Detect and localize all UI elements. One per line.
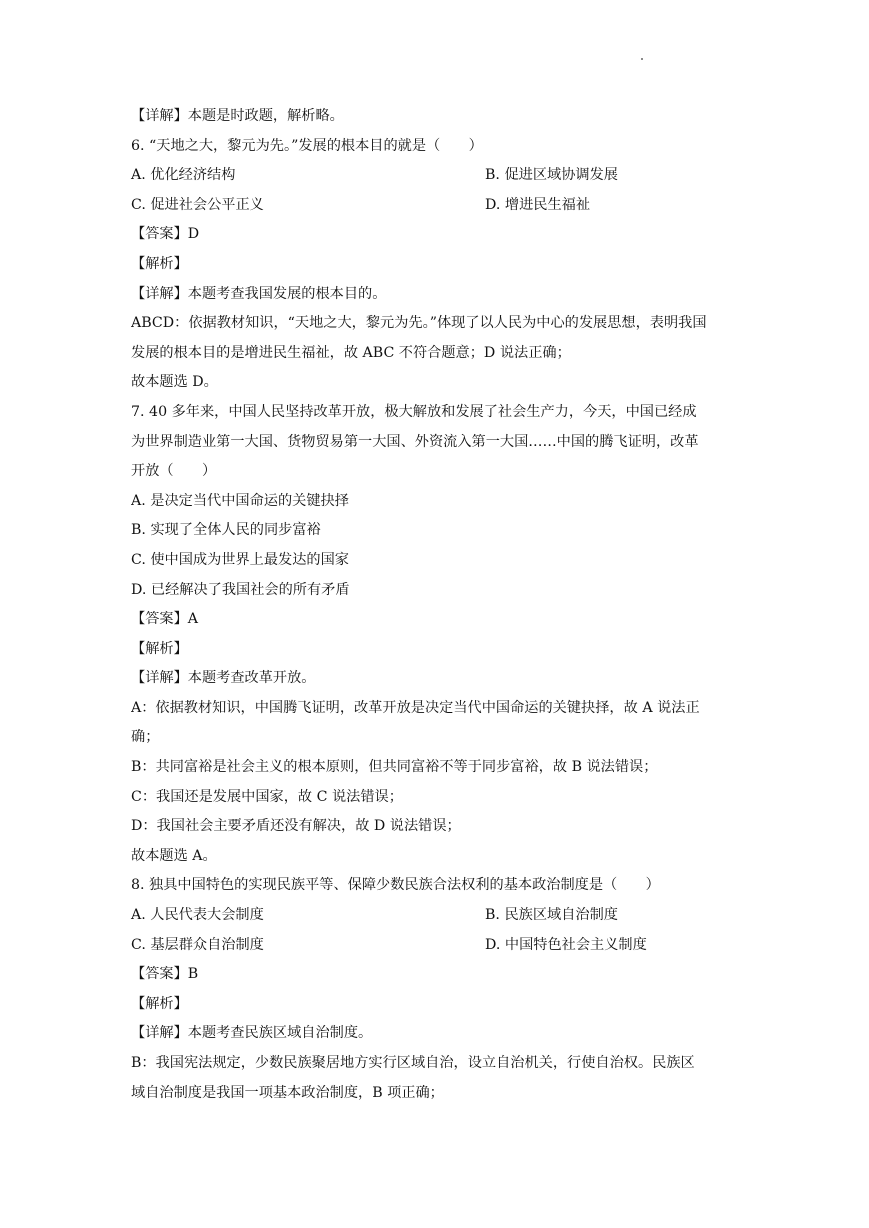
answer-line: 【答案】A <box>131 611 198 628</box>
explanation-line: B：我国宪法规定，少数民族聚居地方实行区域自治，设立自治机关，行使自治权。民族区 <box>131 1055 695 1071</box>
question-8-stem: 8. 独具中国特色的实现民族平等、保障少数民族合法权利的基本政治制度是（ ） <box>131 877 660 894</box>
option-c: C. 使中国成为世界上最发达的国家 <box>131 551 349 568</box>
page-marker-dot <box>641 58 643 60</box>
question-8-options-row-1 <box>131 901 746 931</box>
document-page <box>131 102 746 1108</box>
detail-line: 【详解】本题考查我国发展的根本目的。 <box>131 285 387 302</box>
detail-line: 【详解】本题是时政题，解析略。 <box>131 108 344 124</box>
answer-line: 【答案】B <box>131 966 199 983</box>
option-a: A. 是决定当代中国命运的关键抉择 <box>131 492 349 509</box>
explanation-line: A：依据教材知识，中国腾飞证明，改革开放是决定当代中国命运的关键抉择，故 A 说法正 <box>131 699 700 716</box>
option-a: A. 人民代表大会制度 <box>131 907 264 924</box>
option-a: A. 优化经济结构 <box>131 167 236 184</box>
explanation-line: D：我国社会主要矛盾还没有解决，故 D 说法错误； <box>131 818 461 835</box>
question-7-stem: 为世界制造业第一大国、货物贸易第一大国、外资流入第一大国……中国的腾飞证明，改革 <box>131 433 699 450</box>
detail-line: 【详解】本题考查改革开放。 <box>131 670 316 687</box>
question-6-stem: 6. “天地之大，黎元为先。”发展的根本目的就是（ ） <box>131 137 483 154</box>
explanation-line: 发展的根本目的是增进民生福祉，故 ABC 不符合题意；D 说法正确； <box>131 344 571 361</box>
question-6-options-row-2 <box>131 191 746 221</box>
explanation-line: 确； <box>131 729 160 746</box>
explanation-line: B：共同富裕是社会主义的根本原则，但共同富裕不等于同步富裕，故 B 说法错误； <box>131 759 658 776</box>
explanation-line: 域自治制度是我国一项基本政治制度，B 项正确； <box>131 1084 444 1101</box>
analysis-heading: 【解析】 <box>131 255 188 272</box>
option-d: D. 已经解决了我国社会的所有矛盾 <box>131 581 350 598</box>
explanation-line: 故本题选 A。 <box>131 847 217 864</box>
option-b: B. 实现了全体人民的同步富裕 <box>131 522 321 539</box>
question-6-options-row-1 <box>131 161 746 191</box>
option-d: D. 中国特色社会主义制度 <box>485 936 647 953</box>
explanation-line: 故本题选 D。 <box>131 374 218 391</box>
analysis-heading: 【解析】 <box>131 995 188 1012</box>
detail-line: 【详解】本题考查民族区域自治制度。 <box>131 1025 373 1042</box>
option-c: C. 促进社会公平正义 <box>131 196 264 213</box>
option-d: D. 增进民生福祉 <box>485 196 591 213</box>
option-c: C. 基层群众自治制度 <box>131 936 264 953</box>
question-8-options-row-2 <box>131 931 746 961</box>
question-7-stem: 开放（ ） <box>131 463 217 480</box>
answer-line: 【答案】D <box>131 226 200 243</box>
option-b: B. 促进区域协调发展 <box>485 167 618 184</box>
analysis-heading: 【解析】 <box>131 640 188 657</box>
explanation-line: C：我国还是发展中国家，故 C 说法错误； <box>131 788 403 805</box>
option-b: B. 民族区域自治制度 <box>485 907 618 924</box>
question-7-stem: 7. 40 多年来，中国人民坚持改革开放，极大解放和发展了社会生产力，今天，中国已经成 <box>131 403 697 420</box>
explanation-line: ABCD：依据教材知识，“天地之大，黎元为先。”体现了以人民为中心的发展思想，表明我国 <box>131 315 707 332</box>
